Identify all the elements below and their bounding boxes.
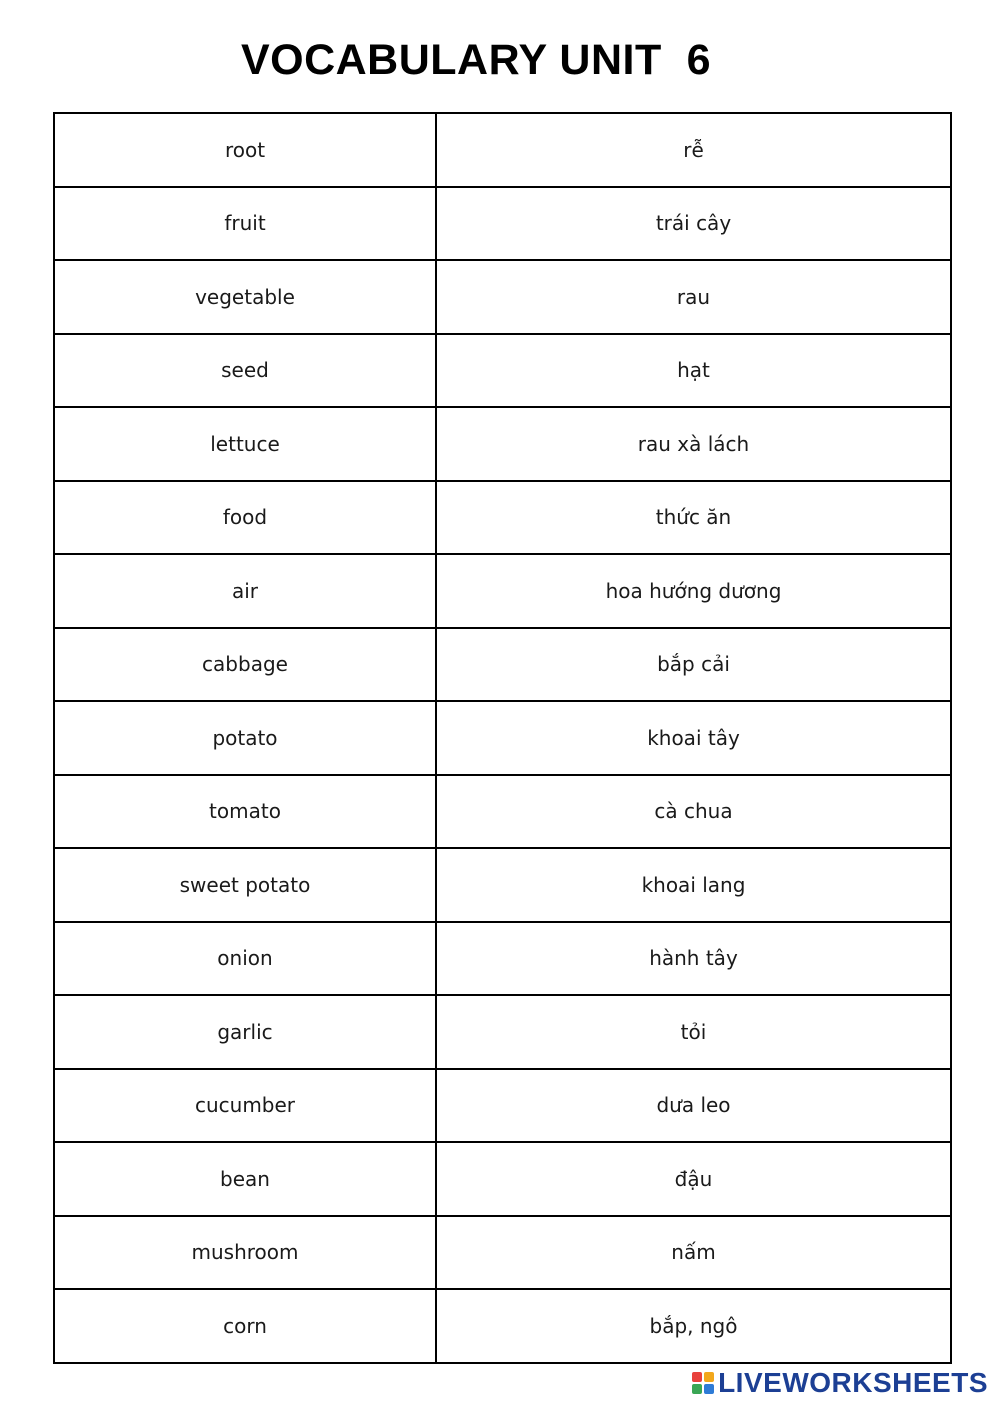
vocabulary-table-body	[54, 113, 951, 1363]
vietnamese-meaning-cell: bắp cải	[436, 628, 951, 702]
table-row	[54, 334, 951, 408]
brand-footer	[692, 1367, 988, 1399]
english-word-cell: seed	[54, 334, 436, 408]
liveworksheets-logo-icon	[692, 1372, 714, 1394]
vietnamese-meaning-cell: trái cây	[436, 187, 951, 261]
english-word-cell: bean	[54, 1142, 436, 1216]
english-word-cell: cabbage	[54, 628, 436, 702]
table-row	[54, 554, 951, 628]
vietnamese-meaning-cell: rau	[436, 260, 951, 334]
table-row	[54, 260, 951, 334]
vietnamese-meaning-cell: tỏi	[436, 995, 951, 1069]
logo-square-3	[692, 1384, 702, 1394]
vietnamese-meaning-cell: hành tây	[436, 922, 951, 996]
english-word-cell: onion	[54, 922, 436, 996]
table-row	[54, 775, 951, 849]
vietnamese-meaning-cell: thức ăn	[436, 481, 951, 555]
english-word-cell: food	[54, 481, 436, 555]
table-row	[54, 187, 951, 261]
vietnamese-meaning-cell: khoai lang	[436, 848, 951, 922]
vietnamese-meaning-cell: rễ	[436, 113, 951, 187]
vietnamese-meaning-cell: rau xà lách	[436, 407, 951, 481]
english-word-cell: mushroom	[54, 1216, 436, 1290]
english-word-cell: corn	[54, 1289, 436, 1363]
vietnamese-meaning-cell: khoai tây	[436, 701, 951, 775]
table-row	[54, 1216, 951, 1290]
vietnamese-meaning-cell: bắp, ngô	[436, 1289, 951, 1363]
page-title: VOCABULARY UNIT 6	[240, 36, 712, 84]
table-row	[54, 848, 951, 922]
table-row	[54, 701, 951, 775]
logo-square-2	[704, 1372, 714, 1382]
english-word-cell: potato	[54, 701, 436, 775]
english-word-cell: lettuce	[54, 407, 436, 481]
table-row	[54, 1069, 951, 1143]
vietnamese-meaning-cell: đậu	[436, 1142, 951, 1216]
table-row	[54, 481, 951, 555]
vietnamese-meaning-cell: hạt	[436, 334, 951, 408]
english-word-cell: root	[54, 113, 436, 187]
table-row	[54, 995, 951, 1069]
english-word-cell: fruit	[54, 187, 436, 261]
vocabulary-table	[53, 112, 952, 1364]
table-row	[54, 1142, 951, 1216]
table-row	[54, 407, 951, 481]
english-word-cell: sweet potato	[54, 848, 436, 922]
table-row	[54, 113, 951, 187]
table-row	[54, 1289, 951, 1363]
vietnamese-meaning-cell: hoa hướng dương	[436, 554, 951, 628]
logo-square-1	[692, 1372, 702, 1382]
english-word-cell: garlic	[54, 995, 436, 1069]
english-word-cell: air	[54, 554, 436, 628]
table-row	[54, 922, 951, 996]
english-word-cell: tomato	[54, 775, 436, 849]
table-row	[54, 628, 951, 702]
vietnamese-meaning-cell: dưa leo	[436, 1069, 951, 1143]
vietnamese-meaning-cell: cà chua	[436, 775, 951, 849]
vietnamese-meaning-cell: nấm	[436, 1216, 951, 1290]
english-word-cell: vegetable	[54, 260, 436, 334]
brand-name: LIVEWORKSHEETS	[718, 1367, 988, 1398]
english-word-cell: cucumber	[54, 1069, 436, 1143]
logo-square-4	[704, 1384, 714, 1394]
